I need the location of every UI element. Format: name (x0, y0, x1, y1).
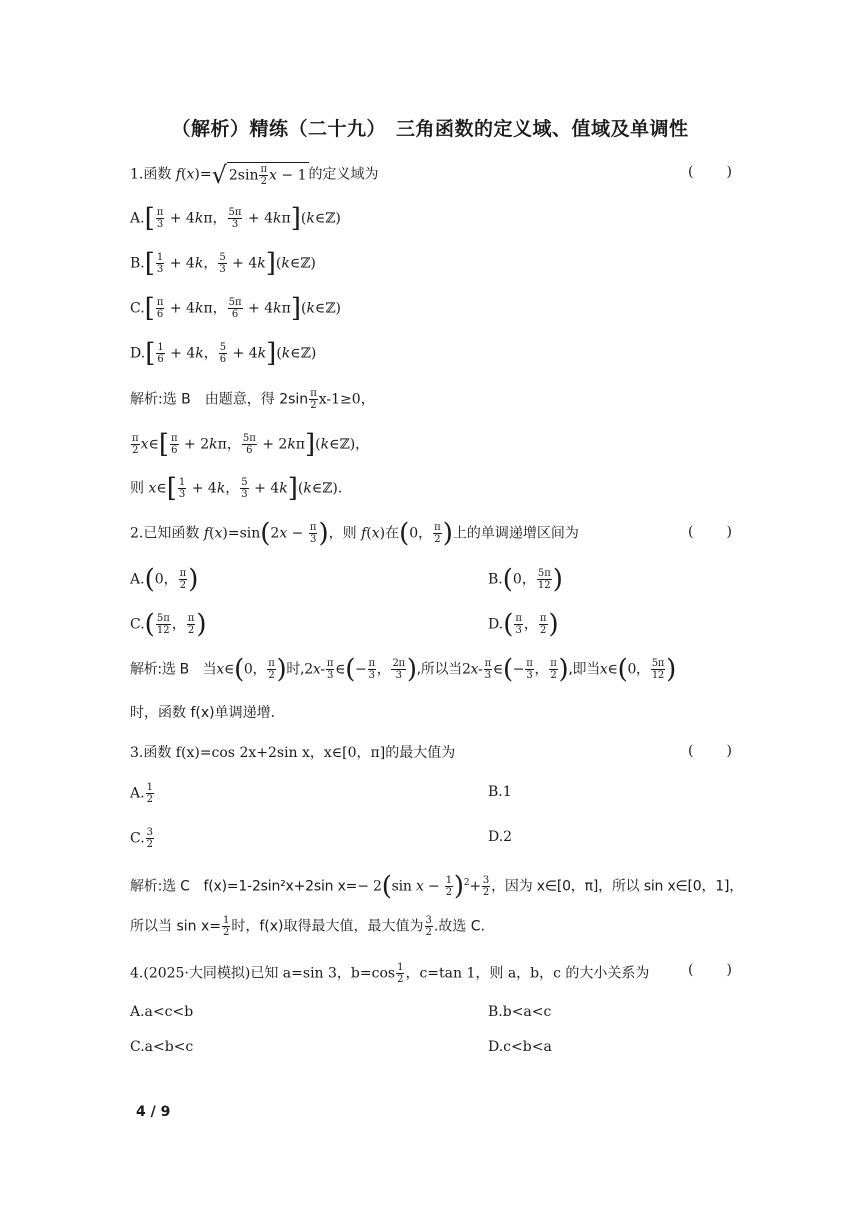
question-1-solution-line-2: $\frac{\pi}{2}$ x∈[ $\frac{\pi}{6}$ + 2kπ， $\frac{5\pi}{6}$ + 2kπ](k∈ℤ)， (132, 429, 370, 460)
question-2-solution-line-1: 解析:选 B 当x∈(0， $\frac{\pi}{2}$ )时,2x- $\frac{\pi}{3}$ ∈(− $\frac{\pi}{3}$ ， $\frac{2\pi}{3}$ ),所以当2x- $\frac{\pi}{3}$ ∈(− $\frac{\pi}{3}$ ， $\frac{\pi}{2}$ ),即当x∈(0， $\frac{5\pi}{12}$ ) (130, 654, 676, 685)
question-1-option-b: B.[ $\frac{1}{3}$ + 4k， $\frac{5}{3}$ + 4k](k∈ℤ) (130, 248, 316, 279)
question-4-option-c: C.a<b<c (130, 1039, 194, 1055)
question-2-option-b: B.(0， $\frac{5\pi}{12}$ ) (488, 564, 563, 595)
question-3-solution-line-1: 解析:选 C f(x)=1-2sin²x+2sin x=− 2(sin x − $\frac{1}{2}$ )$^2$+ $\frac{3}{2}$ ，因为 x∈[0，π]，所以 sin x∈[0，1]， (130, 871, 744, 902)
question-1-option-d: D.[ $\frac{1}{6}$ + 4k， $\frac{5}{6}$ + 4k](k∈ℤ) (130, 338, 317, 369)
question-3-answer-blank: ( ) (688, 743, 732, 759)
question-2-solution-line-2: 时，函数 f(x)单调递增. (130, 705, 276, 721)
question-3-solution-line-2: 所以当 sin x= $\frac{1}{2}$ 时，f(x)取得最大值，最大值为 $\frac{3}{2}$ .故选 C. (130, 915, 486, 938)
question-1-answer-blank: ( ) (688, 164, 732, 180)
question-2-option-c: C.( $\frac{5\pi}{12}$ ， $\frac{\pi}{2}$ ) (130, 609, 207, 640)
question-4-option-b: B.b<a<c (488, 1004, 552, 1020)
question-4-option-d: D.c<b<a (488, 1039, 552, 1055)
question-2-option-a: A.(0， $\frac{\pi}{2}$ ) (130, 564, 199, 595)
question-1-solution-line-1: 解析:选 B 由题意，得 2sin $\frac{\pi}{2}$ x-1≥0， (130, 388, 375, 411)
question-1-option-c: C.[ $\frac{\pi}{6}$ + 4kπ， $\frac{5\pi}{6}$ + 4kπ](k∈ℤ) (130, 293, 341, 324)
question-1-solution-line-3: 则 x∈[ $\frac{1}{3}$ + 4k， $\frac{5}{3}$ + 4k](k∈ℤ). (130, 473, 343, 504)
question-4-option-a: A.a<c<b (130, 1004, 194, 1020)
question-3-option-d: D.2 (488, 829, 513, 845)
page-number: 4 / 9 (136, 1104, 171, 1120)
question-4-answer-blank: ( ) (688, 962, 732, 978)
question-2-stem: 2.已知函数 f(x)=sin(2x − $\frac{\pi}{3}$ )，则 f(x)在(0， $\frac{\pi}{2}$ )上的单调递增区间为 (130, 518, 579, 549)
question-3-option-a: A. $\frac{1}{2}$ (130, 782, 153, 805)
question-3-option-b: B.1 (488, 784, 512, 800)
question-1-stem: 1.函数 f(x)= √ 2sin $\frac{\pi}{2}$ x − 1 的定义域为 (130, 160, 379, 189)
question-2-option-d: D.( $\frac{\pi}{3}$ ， $\frac{\pi}{2}$ ) (488, 609, 559, 640)
question-1-option-a: A.[ $\frac{\pi}{3}$ + 4kπ， $\frac{5\pi}{3}$ + 4kπ](k∈ℤ) (130, 203, 341, 234)
question-3-stem: 3.函数 f(x)=cos 2x+2sin x，x∈[0，π]的最大值为 (130, 745, 456, 761)
question-4-stem: 4.(2025·大同模拟)已知 a=sin 3，b=cos $\frac{1}{2}$ ，c=tan 1，则 a，b，c 的大小关系为 (130, 962, 650, 985)
question-3-option-c: C. $\frac{3}{2}$ (130, 827, 154, 850)
page-title: （解析）精练（二十九） 三角函数的定义域、值域及单调性 (171, 118, 689, 140)
question-2-answer-blank: ( ) (688, 524, 732, 540)
